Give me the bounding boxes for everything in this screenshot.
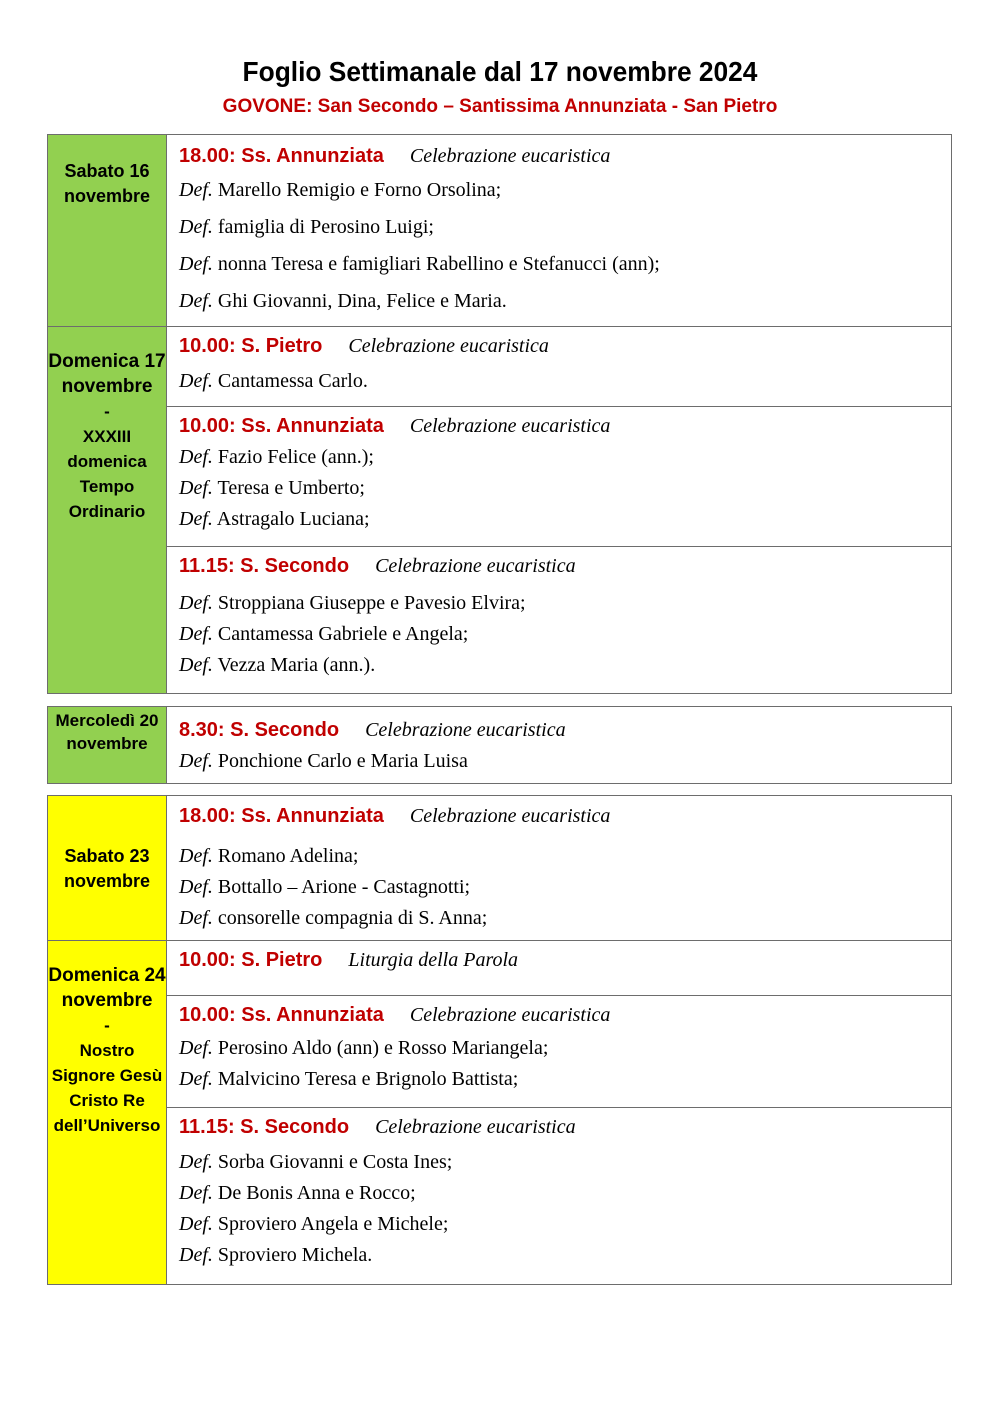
day-cell-domenica-17: Domenica 17 novembre - XXXIII domenica Tempo Ordinario: [48, 327, 167, 694]
day-slots-sabato-16: [167, 135, 952, 327]
mass-slot: 10.00: Ss. Annunziata Celebrazione eucaristica Def. Fazio Felice (ann.); Def. Teresa e Umberto; Def. Astragalo Luciana;: [167, 407, 951, 541]
mass-slot: 8.30: S. Secondo Celebrazione eucaristica Def. Ponchione Carlo e Maria Luisa: [167, 707, 951, 783]
mass-type: Celebrazione eucaristica: [409, 145, 611, 167]
day-slot: [167, 707, 952, 784]
day-slot: [167, 796, 952, 941]
page-title: Foglio Settimanale dal 17 novembre 2024: [242, 56, 758, 87]
day-slot: [167, 327, 952, 407]
day-slot: [167, 407, 952, 547]
intention-line: Def. Fazio Felice (ann.);: [179, 446, 374, 468]
intention-line: Def. Ghi Giovanni, Dina, Felice e Maria.: [179, 290, 507, 312]
intention-line: Def. Cantamessa Gabriele e Angela;: [179, 623, 469, 645]
churches-list: : San Secondo – Santissima Annunziata - San Pietro: [306, 96, 778, 117]
schedule-block-midweek: [47, 706, 952, 784]
town-name: GOVONE: [222, 96, 307, 117]
intention-line: Def. nonna Teresa e famigliari Rabellino e Stefanucci (ann);: [179, 253, 660, 275]
intention-line: Def. Bottallo – Arione - Castagnotti;: [179, 876, 471, 898]
intention-line: Def. Marello Remigio e Forno Orsolina;: [179, 179, 502, 201]
intention-line: Def. Sproviero Angela e Michele;: [179, 1213, 449, 1235]
liturgical-day-name: XXXIII domenica Tempo Ordinario: [67, 427, 147, 521]
intention-line: Def. Cantamessa Carlo.: [179, 370, 368, 392]
day-cell-domenica-24: Domenica 24 novembre - Nostro Signore Gesù Cristo Re dell’Universo: [48, 941, 167, 1285]
day-slot: [167, 1108, 952, 1285]
intention-line: Def. Malvicino Teresa e Brignolo Battista;: [179, 1068, 519, 1090]
intention-line: Def. famiglia di Perosino Luigi;: [179, 216, 434, 238]
intention-line: Def. Stroppiana Giuseppe e Pavesio Elvira;: [179, 592, 526, 614]
day-cell-sabato-16: Sabato 16 novembre: [48, 135, 167, 327]
mass-slot: 10.00: S. Pietro Celebrazione eucaristica Def. Cantamessa Carlo.: [167, 327, 951, 406]
intention-line: Def. Vezza Maria (ann.).: [179, 654, 376, 676]
intention-line: Def. consorelle compagnia di S. Anna;: [179, 907, 488, 929]
day-slot: [167, 941, 952, 996]
intention-line: Def. Ponchione Carlo e Maria Luisa: [179, 750, 468, 772]
intention-line: Def. Astragalo Luciana;: [179, 508, 370, 530]
mass-time-place: 18.00: Ss. Annunziata: [179, 145, 384, 167]
intention-line: Def. Sorba Giovanni e Costa Ines;: [179, 1151, 453, 1173]
schedule-block-week2: [47, 795, 952, 1285]
liturgical-day-name: Nostro Signore Gesù Cristo Re dell’Universo: [51, 1041, 163, 1135]
mass-slot: 10.00: S. Pietro Liturgia della Parola: [179, 949, 519, 971]
day-slot: [167, 996, 952, 1108]
intention-line: Def. Sproviero Michela.: [179, 1244, 373, 1266]
intention-line: Def. Perosino Aldo (ann) e Rosso Mariangela;: [179, 1037, 549, 1059]
mass-slot: 11.15: S. Secondo Celebrazione eucaristica Def. Sorba Giovanni e Costa Ines; Def. De Bonis Anna e Rocco; Def. Sproviero Angela e Michele; Def. Sproviero Michela.: [167, 1108, 951, 1277]
intention-line: Def. Romano Adelina;: [179, 845, 359, 867]
intention-line: Def. De Bonis Anna e Rocco;: [179, 1182, 416, 1204]
mass-slot: [167, 135, 951, 326]
page-subtitle: [0, 96, 1000, 118]
day-cell-sabato-23: Sabato 23 novembre: [48, 796, 167, 941]
schedule-block-week1: [47, 134, 952, 694]
mass-slot: 18.00: Ss. Annunziata Celebrazione eucaristica Def. Romano Adelina; Def. Bottallo – Arione - Castagnotti; Def. consorelle compagnia di S. Anna;: [167, 796, 951, 940]
mass-slot: 10.00: Ss. Annunziata Celebrazione eucaristica Def. Perosino Aldo (ann) e Rosso Mariangela; Def. Malvicino Teresa e Brignolo Battista;: [167, 996, 951, 1101]
day-cell-mercoledi-20: Mercoledì 20 novembre: [48, 707, 167, 784]
mass-slot: 11.15: S. Secondo Celebrazione eucaristica Def. Stroppiana Giuseppe e Pavesio Elvira; Def. Cantamessa Gabriele e Angela; Def. Vezza Maria (ann.).: [167, 547, 951, 687]
intention-line: Def. Teresa e Umberto;: [179, 477, 365, 499]
day-slot: [167, 547, 952, 694]
